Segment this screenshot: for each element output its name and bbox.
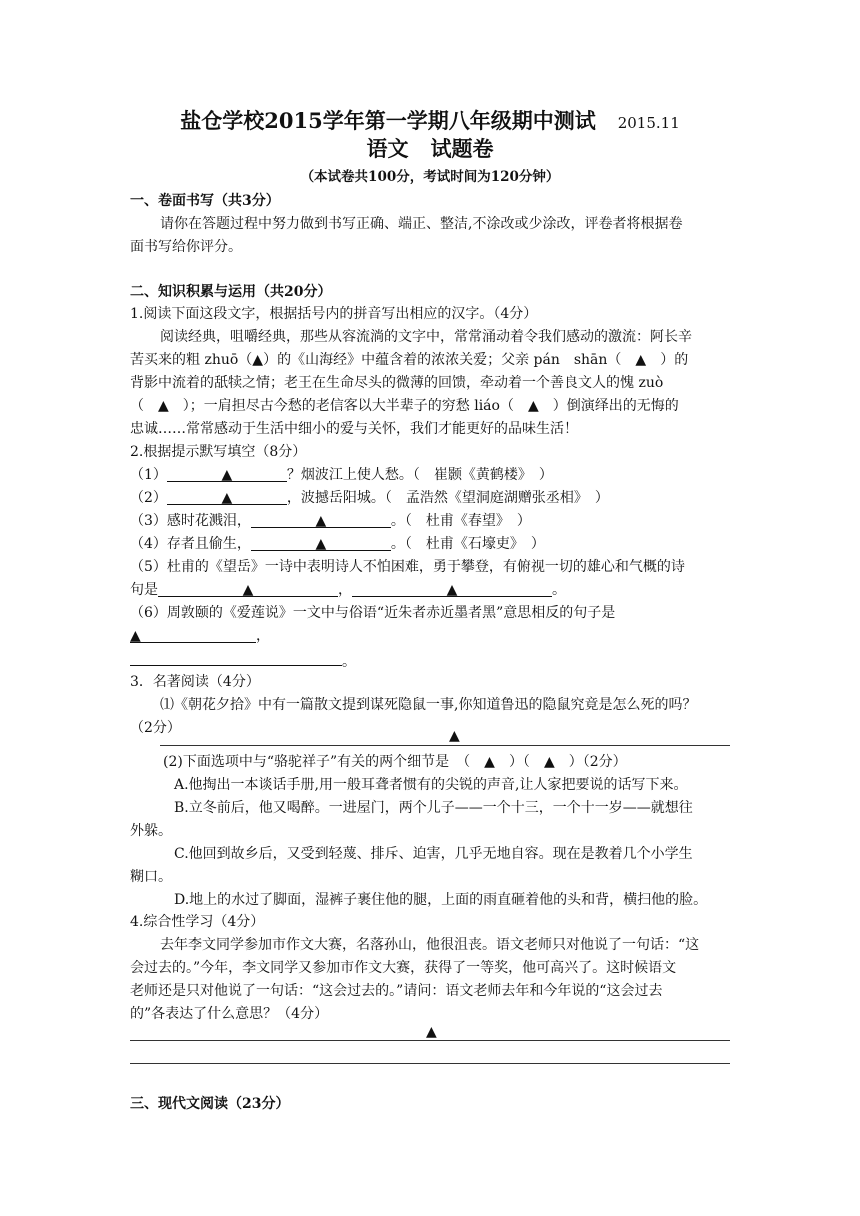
q4-para-line4: 的”各表达了什么意思？（4分） (130, 1006, 329, 1022)
section3-heading: 三、现代文阅读（23分） (130, 1096, 290, 1112)
q2-item6-answer2: 。 (130, 650, 356, 671)
answer-marker: ▲ (426, 1024, 437, 1040)
answer-line[interactable] (160, 745, 730, 746)
q2-item4: （4）存者且偷生， ▲ 。（ 杜甫《石壕吏》 ） (130, 536, 545, 552)
q3-sub2: (2)下面选项中与“骆驼祥子”有关的两个细节是 （ ▲ ）（ ▲ ）（2分） (163, 754, 627, 770)
q2-item6-answer1: ▲ ， (130, 628, 270, 644)
q3-stem: 3．名著阅读（4分） (130, 674, 260, 690)
section1-heading: 一、卷面书写（共3分） (130, 193, 280, 209)
answer-blank[interactable]: ▲ (158, 581, 338, 597)
q3-option-b-line1: B.立冬前后，他又喝醉。一进屋门，两个儿子——一个十三，一个十一岁——就想往 (174, 800, 693, 816)
q1-para-line2: 苦买来的粗 zhuō（▲）的《山海经》中蕴含着的浓浓关爱；父亲 pán shān（ ▲ ）的 (130, 352, 689, 368)
paper-text: 试题卷 (430, 136, 494, 161)
answer-blank[interactable]: ▲ (352, 581, 552, 597)
q3-option-d: D.地上的水过了脚面，湿裤子裹住他的腿，上面的雨直砸着他的头和背，横扫他的脸。 (174, 892, 708, 908)
q4-para-line3: 老师还是只对他说了一句话：“这会过去的。”请问：语文老师去年和今年说的“这会过去 (130, 983, 663, 999)
exam-title (0, 107, 860, 137)
q4-para-line1: 去年李文同学参加市作文大赛，名落孙山，他很沮丧。语文老师只对他说了一句话：“这 (160, 937, 700, 953)
title-text: 盐仓学校2015学年第一学期八年级期中测试 (180, 108, 596, 133)
q4-para-line2: 会过去的。”今年，李文同学又参加市作文大赛，获得了一等奖，他可高兴了。这时候语文 (130, 960, 677, 976)
answer-marker: ▲ (158, 398, 169, 414)
q4-stem: 4.综合性学习（4分） (130, 914, 265, 930)
q2-item5-answer: 句是 ▲ ， ▲ 。 (130, 582, 566, 598)
q2-item5: （5）杜甫的《望岳》一诗中表明诗人不怕困难，勇于攀登，有俯视一切的雄心和气概的诗 (130, 559, 685, 575)
subject-text: 语文 (366, 136, 409, 161)
section1-line2: 面书写给你评分。 (130, 239, 242, 255)
q2-item6: （6）周敦颐的《爱莲说》一文中与俗语“近朱者赤近墨者黑”意思相反的句子是 (130, 605, 616, 621)
q3-option-c-line1: C.他回到故乡后，又受到轻蔑、排斥、迫害，几乎无地自容。现在是教着几个小学生 (174, 846, 693, 862)
q1-para-line1: 阅读经典，咀嚼经典，那些从容流淌的文字中，常常涌动着令我们感动的激流：阿长辛 (160, 329, 692, 345)
section2-heading: 二、知识积累与运用（共20分） (130, 284, 332, 300)
q1-stem: 1.阅读下面这段文字，根据括号内的拼音写出相应的汉字。（4分） (130, 306, 538, 322)
answer-blank[interactable]: ▲ (251, 512, 391, 528)
answer-blank[interactable] (130, 650, 342, 666)
q2-item2: （2） ▲ ，波撼岳阳城。（ 孟浩然《望洞庭湖赠张丞相》 ） (130, 490, 609, 506)
answer-marker: ▲ (484, 754, 495, 770)
answer-line[interactable] (130, 1063, 730, 1064)
q3-option-c-line2: 糊口。 (130, 869, 172, 885)
q2-item1: （1） ▲ ？烟波江上使人愁。（ 崔颢《黄鹤楼》 ） (130, 467, 553, 483)
answer-blank[interactable]: ▲ (251, 535, 391, 551)
q2-stem: 2.根据提示默写填空（8分） (130, 444, 307, 460)
answer-marker: ▲ (543, 754, 555, 770)
q1-para-line5: 忠诚……常常感动于生活中细小的爱与关怀，我们才能更好的品味生活！ (130, 421, 578, 437)
answer-blank[interactable]: ▲ (167, 466, 287, 482)
answer-line[interactable] (130, 1040, 730, 1041)
exam-note: （本试卷共100分，考试时间为120分钟） (300, 169, 560, 185)
q1-para-line3: 背影中流着的舐犊之情；老王在生命尽头的微薄的回馈，牵动着一个善良文人的愧 zuò (130, 375, 664, 391)
answer-marker: ▲ (527, 398, 539, 414)
exam-date: 2015.11 (617, 114, 680, 132)
exam-subtitle (0, 135, 860, 163)
answer-marker: ▲ (449, 728, 460, 744)
section1-line1: 请你在答题过程中努力做到书写正确、端正、整洁,不涂改或少涂改，评卷者将根据卷 (160, 216, 683, 232)
answer-blank[interactable]: ▲ (130, 627, 256, 643)
q3-option-b-line2: 外躲。 (130, 823, 172, 839)
q1-para-line4: （ ▲ ）；一肩担尽古今愁的老信客以大半辈子的穷愁 liáo（ ▲ ）倒演绎出的无悔的 (130, 398, 679, 414)
answer-marker: ▲ (635, 352, 647, 368)
q3-sub1-score: （2分） (130, 720, 181, 736)
q3-option-a: A.他掏出一本谈话手册,用一般耳聋者惯有的尖锐的声音,让人家把要说的话写下来。 (174, 777, 688, 793)
answer-marker: ▲ (252, 352, 264, 368)
answer-blank[interactable]: ▲ (167, 489, 287, 505)
q2-item3: （3）感时花溅泪， ▲ 。（ 杜甫《春望》 ） (130, 513, 531, 529)
q3-sub1: ⑴《朝花夕拾》中有一篇散文提到谋死隐鼠一事,你知道鲁迅的隐鼠究竟是怎么死的吗？ (160, 697, 697, 713)
